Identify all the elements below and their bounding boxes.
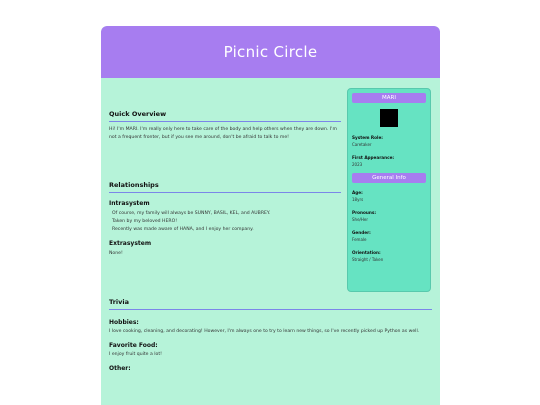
intrasystem-list [109,210,341,234]
favorite-food-text: I enjoy fruit quite a lot! [109,352,162,357]
info-sidebar [347,88,431,292]
first-appearance-label: First Appearance: [352,155,395,160]
intrasystem-heading: Intrasystem [109,200,150,207]
relationships-divider [109,192,341,193]
overview-text: Hi! I'm MARI. I'm really only here to take care of the body and help others when they are down. I'm not a frequent fronter, but if you see me around, don't be afraid to talk to me! [109,127,337,140]
hobbies-heading: Hobbies: [109,319,139,326]
overview-heading: Quick Overview [109,110,167,118]
gender-label: Gender: [352,230,371,235]
trivia-divider [109,309,432,310]
age-label: Age: [352,190,363,195]
system-role-label: System Role: [352,135,383,140]
gender-value: Female [352,237,367,242]
overview-divider [109,121,341,122]
profile-card [101,26,440,405]
pronouns-label: Pronouns: [352,210,376,215]
general-info-title: General Info [352,173,426,183]
intrasystem-line: Of course, my family will always be SUNNY, BASIL, KEL, and AUBREY. [112,211,271,216]
first-appearance-value: 2023 [352,162,363,167]
intrasystem-line: Taken by my beloved HERO! [112,219,178,224]
avatar [380,109,398,127]
extrasystem-heading: Extrasystem [109,240,152,247]
favorite-food-heading: Favorite Food: [109,342,158,349]
orientation-label: Orientation: [352,250,381,255]
relationships-heading: Relationships [109,181,159,189]
trivia-heading: Trivia [109,298,130,306]
relationships-section [109,181,341,258]
orientation-value: Straight / Taken [352,257,384,262]
hobbies-text: I love cooking, cleaning, and decorating! However, I'm always one to try to learn new things, so I've recently picked up Python as well. [109,329,420,334]
extrasystem-text: None! [109,251,123,256]
page-title: Picnic Circle [223,43,318,61]
sidebar-name: MARI [352,93,426,103]
overview-section [109,110,341,142]
system-role-value: Caretaker [352,142,372,147]
trivia-section [109,298,432,372]
page-header [101,26,440,78]
other-heading: Other: [109,365,131,372]
intrasystem-line: Recently was made aware of HANA, and I enjoy her company. [112,227,254,232]
pronouns-value: She/Her [352,217,368,222]
age-value: 18yrs [352,197,364,202]
